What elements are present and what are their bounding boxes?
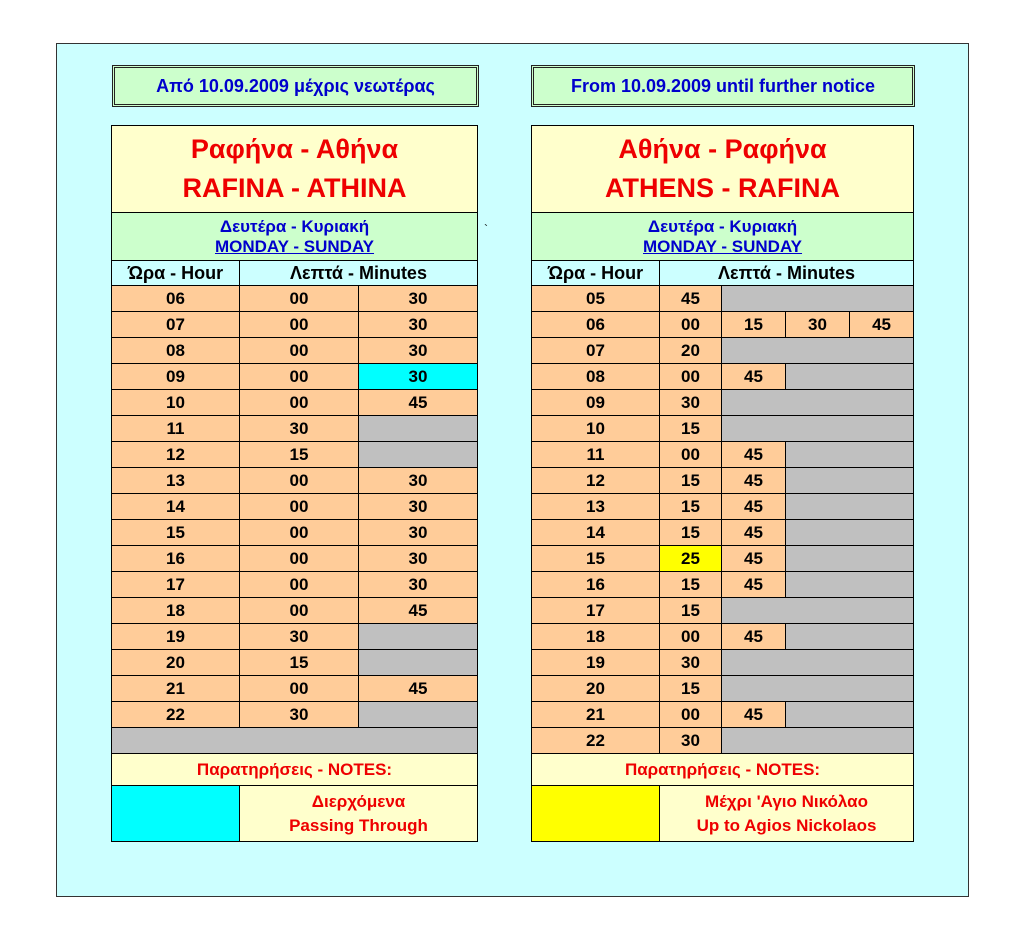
- empty-cell: [722, 676, 914, 702]
- table-row: [532, 364, 914, 390]
- agios-nikolaos-swatch: [532, 786, 660, 842]
- minute-cell: 00: [240, 390, 359, 416]
- hour-cell: 07: [532, 338, 660, 364]
- table-row: [532, 286, 914, 312]
- hour-cell: 20: [532, 676, 660, 702]
- minute-cell: 00: [240, 546, 359, 572]
- minute-cell: 15: [660, 520, 722, 546]
- route-title-english: ATHENS - RAFINA: [605, 173, 841, 203]
- minute-cell: 30: [359, 364, 478, 390]
- empty-cell: [786, 468, 914, 494]
- hour-cell: 06: [532, 312, 660, 338]
- table-row: [532, 416, 914, 442]
- empty-cell: [722, 598, 914, 624]
- table-row: [112, 650, 478, 676]
- hour-cell: 16: [112, 546, 240, 572]
- table-row: [532, 520, 914, 546]
- hour-cell: 12: [112, 442, 240, 468]
- empty-cell: [359, 442, 478, 468]
- empty-cell: [786, 442, 914, 468]
- table-row: [112, 364, 478, 390]
- minute-cell: 00: [660, 624, 722, 650]
- hour-cell: 14: [532, 520, 660, 546]
- empty-cell: [359, 624, 478, 650]
- hour-cell: 22: [532, 728, 660, 754]
- minute-cell: 00: [660, 442, 722, 468]
- operating-days-english: MONDAY - SUNDAY: [643, 236, 803, 256]
- notes-label: Παρατηρήσεις - NOTES:: [112, 754, 478, 786]
- table-row: [112, 598, 478, 624]
- table-row: [112, 702, 478, 728]
- route-title-greek: Ραφήνα - Αθήνα: [190, 134, 399, 164]
- minute-cell: 45: [722, 572, 786, 598]
- minute-cell: 15: [660, 468, 722, 494]
- athens-rafina-rows: [532, 286, 914, 754]
- table-row: [112, 520, 478, 546]
- minute-cell: 00: [240, 468, 359, 494]
- rafina-athina-rows: [112, 286, 478, 728]
- table-row: [532, 390, 914, 416]
- empty-cell: [786, 572, 914, 598]
- minute-cell: 00: [240, 572, 359, 598]
- table-row: [112, 494, 478, 520]
- empty-cell: [786, 624, 914, 650]
- hour-cell: 10: [532, 416, 660, 442]
- validity-banner-greek: [112, 65, 479, 107]
- table-row: [112, 338, 478, 364]
- passing-through-swatch: [112, 786, 240, 842]
- minute-cell: 00: [660, 364, 722, 390]
- minute-cell: 45: [359, 598, 478, 624]
- minute-cell: 45: [359, 676, 478, 702]
- hour-cell: 15: [112, 520, 240, 546]
- minutes-column-header: Λεπτά - Minutes: [240, 261, 478, 286]
- minute-cell: 45: [359, 390, 478, 416]
- minute-cell: 30: [359, 546, 478, 572]
- minute-cell: 15: [660, 416, 722, 442]
- route-title-english: RAFINA - ATHINA: [182, 173, 407, 203]
- minute-cell: 00: [240, 286, 359, 312]
- minute-cell: 15: [660, 572, 722, 598]
- empty-row: [112, 728, 478, 754]
- hour-cell: 20: [112, 650, 240, 676]
- hour-cell: 13: [112, 468, 240, 494]
- minute-cell: 30: [359, 312, 478, 338]
- validity-text-english: From 10.09.2009 until further notice: [570, 75, 876, 96]
- empty-cell: [722, 390, 914, 416]
- minute-cell: 00: [240, 338, 359, 364]
- minute-cell: 15: [660, 494, 722, 520]
- table-row: [532, 312, 914, 338]
- table-row: [112, 546, 478, 572]
- table-row: [532, 702, 914, 728]
- minute-cell: 45: [850, 312, 914, 338]
- minute-cell: 00: [660, 702, 722, 728]
- table-row: [112, 390, 478, 416]
- hour-column-header: Ώρα - Hour: [532, 261, 660, 286]
- hour-cell: 19: [532, 650, 660, 676]
- minute-cell: 30: [359, 572, 478, 598]
- minute-cell: 45: [722, 546, 786, 572]
- table-row: [532, 676, 914, 702]
- hour-cell: 19: [112, 624, 240, 650]
- minute-cell: 30: [240, 416, 359, 442]
- minute-cell: 30: [359, 338, 478, 364]
- table-row: [112, 624, 478, 650]
- minute-cell: 45: [660, 286, 722, 312]
- minutes-column-header: Λεπτά - Minutes: [660, 261, 914, 286]
- athens-rafina-table: [531, 125, 914, 842]
- minute-cell: 25: [660, 546, 722, 572]
- empty-cell: [722, 728, 914, 754]
- validity-text-greek: Από 10.09.2009 μέχρις νεωτέρας: [156, 75, 435, 96]
- rafina-athina-table: [111, 125, 478, 842]
- minute-cell: 15: [660, 598, 722, 624]
- hour-cell: 07: [112, 312, 240, 338]
- minute-cell: 30: [359, 286, 478, 312]
- hour-cell: 14: [112, 494, 240, 520]
- operating-days-greek: Δευτέρα - Κυριακή: [219, 216, 370, 236]
- operating-days: [112, 213, 478, 261]
- empty-cell: [359, 650, 478, 676]
- minute-cell: 45: [722, 520, 786, 546]
- table-row: [532, 728, 914, 754]
- legend-text-greek: Διερχόμενα: [311, 791, 406, 811]
- empty-cell: [786, 702, 914, 728]
- minute-cell: 45: [722, 494, 786, 520]
- minute-cell: 30: [660, 650, 722, 676]
- hour-cell: 10: [112, 390, 240, 416]
- empty-cell: [722, 650, 914, 676]
- hour-column-header: Ώρα - Hour: [112, 261, 240, 286]
- minute-cell: 15: [660, 676, 722, 702]
- empty-cell: [359, 416, 478, 442]
- passing-through-legend: [240, 786, 478, 842]
- empty-cell: [722, 416, 914, 442]
- operating-days-english: MONDAY - SUNDAY: [214, 236, 375, 256]
- empty-cell: [786, 546, 914, 572]
- table-row: [532, 598, 914, 624]
- hour-cell: 12: [532, 468, 660, 494]
- table-row: [532, 546, 914, 572]
- route-title-greek: Αθήνα - Ραφήνα: [618, 134, 827, 164]
- hour-cell: 06: [112, 286, 240, 312]
- minute-cell: 00: [240, 676, 359, 702]
- minute-cell: 45: [722, 702, 786, 728]
- table-row: [532, 650, 914, 676]
- minute-cell: 15: [240, 442, 359, 468]
- hour-cell: 13: [532, 494, 660, 520]
- minute-cell: 00: [240, 364, 359, 390]
- hour-cell: 17: [532, 598, 660, 624]
- minute-cell: 00: [240, 598, 359, 624]
- minute-cell: 45: [722, 442, 786, 468]
- minute-cell: 30: [359, 494, 478, 520]
- hour-cell: 11: [532, 442, 660, 468]
- athens-rafina-timetable: [531, 125, 913, 842]
- hour-cell: 18: [112, 598, 240, 624]
- empty-cell: [359, 702, 478, 728]
- minute-cell: 15: [240, 650, 359, 676]
- route-title: [112, 126, 478, 213]
- table-row: [112, 286, 478, 312]
- minute-cell: 30: [240, 624, 359, 650]
- operating-days-greek: Δευτέρα - Κυριακή: [647, 216, 798, 236]
- empty-cell: [786, 494, 914, 520]
- hour-cell: 08: [532, 364, 660, 390]
- table-row: [532, 338, 914, 364]
- legend-text-greek: Μέχρι 'Αγιο Νικόλαο: [705, 791, 868, 811]
- minute-cell: 30: [786, 312, 850, 338]
- minute-cell: 00: [660, 312, 722, 338]
- legend-text-english: Passing Through: [289, 815, 428, 835]
- hour-cell: 09: [112, 364, 240, 390]
- table-row: [112, 442, 478, 468]
- operating-days: [532, 213, 914, 261]
- minute-cell: 20: [660, 338, 722, 364]
- stray-mark: `: [484, 222, 488, 236]
- minute-cell: 30: [240, 702, 359, 728]
- legend-text-english: Up to Agios Nickolaos: [696, 815, 877, 835]
- minute-cell: 15: [722, 312, 786, 338]
- hour-cell: 08: [112, 338, 240, 364]
- notes-label: Παρατηρήσεις - NOTES:: [532, 754, 914, 786]
- table-row: [532, 468, 914, 494]
- table-row: [532, 624, 914, 650]
- hour-cell: 17: [112, 572, 240, 598]
- hour-cell: 21: [532, 702, 660, 728]
- table-row: [112, 416, 478, 442]
- table-row: [112, 468, 478, 494]
- minute-cell: 45: [722, 364, 786, 390]
- empty-cell: [722, 286, 914, 312]
- minute-cell: 30: [359, 520, 478, 546]
- hour-cell: 16: [532, 572, 660, 598]
- table-row: [532, 572, 914, 598]
- hour-cell: 21: [112, 676, 240, 702]
- minute-cell: 00: [240, 312, 359, 338]
- minute-cell: 30: [359, 468, 478, 494]
- hour-cell: 18: [532, 624, 660, 650]
- table-row: [532, 442, 914, 468]
- rafina-athina-timetable: [111, 125, 477, 842]
- minute-cell: 45: [722, 624, 786, 650]
- validity-banner-english: [531, 65, 915, 107]
- hour-cell: 11: [112, 416, 240, 442]
- empty-cell: [786, 364, 914, 390]
- minute-cell: 00: [240, 520, 359, 546]
- route-title: [532, 126, 914, 213]
- table-row: [112, 312, 478, 338]
- hour-cell: 09: [532, 390, 660, 416]
- minute-cell: 00: [240, 494, 359, 520]
- minute-cell: 30: [660, 390, 722, 416]
- empty-cell: [722, 338, 914, 364]
- hour-cell: 22: [112, 702, 240, 728]
- agios-nikolaos-legend: [660, 786, 914, 842]
- table-row: [112, 676, 478, 702]
- hour-cell: 05: [532, 286, 660, 312]
- table-row: [532, 494, 914, 520]
- hour-cell: 15: [532, 546, 660, 572]
- minute-cell: 30: [660, 728, 722, 754]
- table-row: [112, 572, 478, 598]
- minute-cell: 45: [722, 468, 786, 494]
- empty-cell: [786, 520, 914, 546]
